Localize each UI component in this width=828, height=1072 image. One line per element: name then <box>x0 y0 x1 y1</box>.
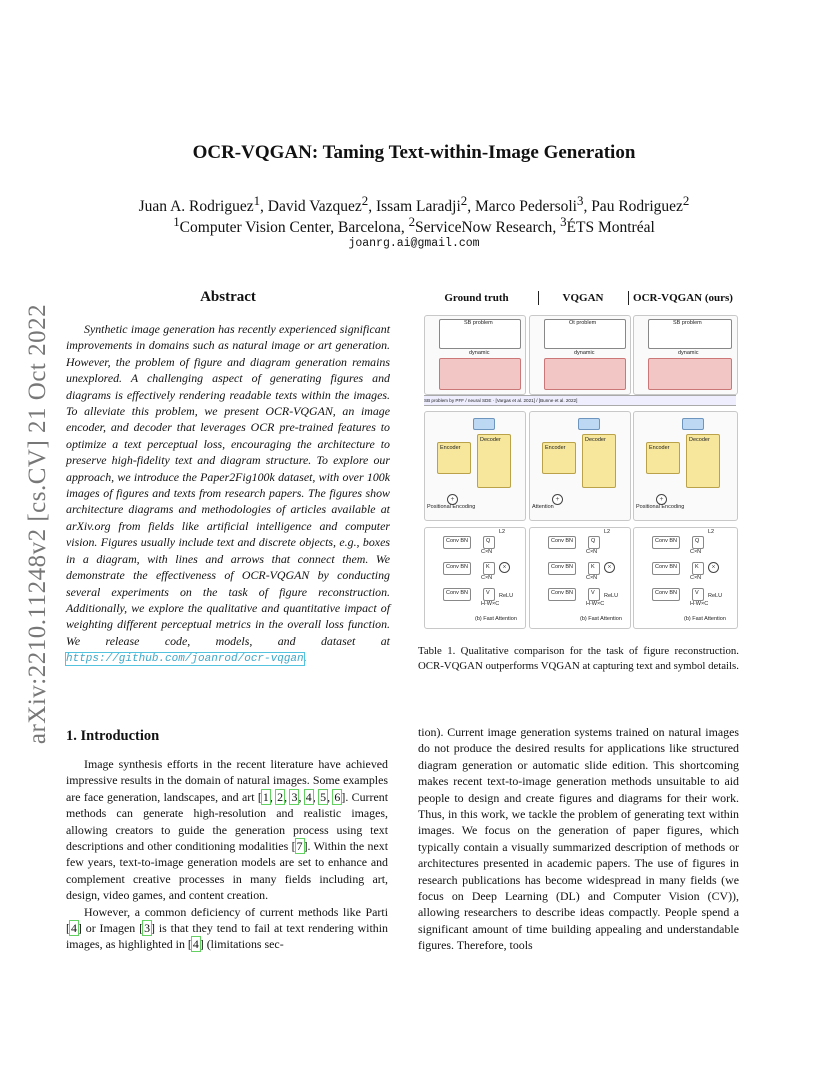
column-header-vqgan: VQGAN <box>562 292 604 304</box>
author: Marco Pedersoli <box>474 198 577 216</box>
highlight-box <box>544 358 626 390</box>
citation-link[interactable]: 3 <box>144 921 151 936</box>
citation-link[interactable]: 7 <box>296 839 303 854</box>
highlight-box <box>648 358 732 390</box>
citation-link[interactable]: 3 <box>291 789 298 804</box>
reference-strip: SB problem by PFF / neural SDE · [Vargas et al. 2021] / [Bunne et al. 2022] <box>424 395 736 406</box>
column-header-ground-truth: Ground truth <box>444 292 509 304</box>
intro-paragraph: tion). Current image generation systems trained on natural images do not produce the desired results for applications like structured diagram generation or automatic slide edition. This shortcoming makes recent text-to-image generation methods unsuitable to aid people to design and create figures and diagrams for their work. Thus, in this work, we tackle the problem of generating text within images. We focus on the generation of paper figures, which typically contain a visually summarized description of methods or architectures presented in academic papers. The use of figures in research publications has become widespread in many fields (we focus on Deep Learning (DL) and Computer Vision (CV)), allowing researchers to describe ideas compactly. People spend a significant amount of time building appealing and understandable figures. Therefore, tools <box>418 725 739 953</box>
table-caption <box>418 644 739 674</box>
vqgan-equation-panel: Ot problem dynamic <box>529 315 631 395</box>
vqgan-architecture-panel: Encoder Decoder + Attention <box>529 411 631 521</box>
intro-paragraph: Image synthesis efforts in the recent literature have achieved impressive results in the domain of natural images. Some examples are face generation, landscapes, and art [1, 2, 3, 4, 5, 6]. Current methods can generate high-resolution and realistic images, allowing creators to guide the generation process using text descriptions and other conditioning modalities [7]. Within the next few years, text-to-image generation models are set to enhance and complement creative processes in many fields including art, design, video games, and content creation. <box>66 757 389 903</box>
section-heading-introduction: 1. Introduction <box>66 728 160 744</box>
citation-link[interactable]: 5 <box>320 789 327 804</box>
column-divider <box>538 291 539 305</box>
author: David Vazquez <box>267 198 362 216</box>
caption-text: Qualitative comparison for the task of figure reconstruction. OCR-VQGAN outperforms VQGAN at capturing text and symbol details. <box>418 645 739 672</box>
author: Issam Laradji <box>375 198 461 216</box>
intro-column-right <box>418 724 739 954</box>
affiliation: ÉTS Montréal <box>566 219 655 237</box>
intro-paragraph: However, a common deficiency of current methods like Parti [4] or Imagen [3] is that they tend to fail at text rendering within images, as highlighted in [4] (limitations sec- <box>66 904 388 952</box>
affiliations: $^1$Computer Vision Center, Barcelona, $^2$ServiceNow Research, $^3$ÉTS Montréal <box>173 214 655 237</box>
comparison-figure <box>418 289 739 629</box>
affiliation: Computer Vision Center, Barcelona <box>179 219 401 237</box>
author: Pau Rodriguez <box>591 198 683 216</box>
vqgan-attention-panel: Conv BN Q C×N L2 Conv BN K C×N × Conv BN V H·W×C ReLU (b) Fast Attention <box>529 527 631 629</box>
abstract-body: Synthetic image generation has recently experienced significant improvements in domains such as natural image or art generation. However, the problem of figure and diagram generation remains unexplored. A challenging aspect of generating figures and diagrams is effectively rendering readable texts within the images. To alleviate this problem, we present OCR-VQGAN, an image encoder, and decoder that leverages OCR pre-trained features to optimize a text perceptual loss, encouraging the architecture to preserve high-fidelity text and diagram structure. To explore our approach, we introduce the Paper2Fig100k dataset, with over 100k images of figures and texts from research papers. The figures show architecture diagrams and methodologies of articles available at arXiv.org from fields like artificial intelligence and computer vision. Figures usually include text and discrete objects, e.g., boxes in a diagram, with lines and arrows that connect them. We demonstrate the effectiveness of OCR-VQGAN by conducting several experiments on the task of figure reconstruction. Additionally, we explore the qualitative and quantitative impact of weighting different perceptual metrics in the overall loss function. We release code, models, and dataset at https://github.com/joanrod/ocr-vqgan. <box>66 322 390 666</box>
column-divider <box>628 291 629 305</box>
intro-column-left <box>66 756 388 953</box>
affiliation: ServiceNow Research <box>415 219 553 237</box>
gt-equation-panel: SB problem dynamic <box>424 315 526 395</box>
paper-title: OCR-VQGAN: Taming Text-within-Image Generation <box>192 142 636 163</box>
citation-link[interactable]: 6 <box>334 789 341 804</box>
gt-attention-panel: Conv BN Q C×N L2 Conv BN K C×N × Conv BN V H·W×C ReLU (b) Fast Attention <box>424 527 526 629</box>
citation-link[interactable]: 4 <box>192 937 199 952</box>
author: Juan A. Rodriguez <box>138 198 254 216</box>
gt-architecture-panel: Encoder Decoder + Positional Encoding <box>424 411 526 521</box>
author-list: Juan A. Rodriguez$^1$, David Vazquez$^2$, Issam Laradji$^2$, Marco Pedersoli$^3$, Pau Rodriguez$^2$ <box>138 193 690 216</box>
author-email: joanrg.ai@gmail.com <box>348 237 480 250</box>
highlight-box <box>439 358 521 390</box>
citation-link[interactable]: 1 <box>262 789 269 804</box>
ocr-vqgan-equation-panel: SB problem dynamic <box>633 315 738 395</box>
caption-label: Table 1. <box>418 645 456 657</box>
ocr-vqgan-attention-panel: Conv BN Q C×N L2 Conv BN K C×N × Conv BN V H·W×C ReLU (b) Fast Attention <box>633 527 738 629</box>
arxiv-sidebar <box>24 287 52 762</box>
ocr-vqgan-architecture-panel: Encoder Decoder + Positional Encoding <box>633 411 738 521</box>
citation-link[interactable]: 4 <box>70 921 77 936</box>
citation-link[interactable]: 2 <box>277 789 284 804</box>
code-link[interactable]: https://github.com/joanrod/ocr-vqgan <box>66 653 304 666</box>
arxiv-id: arXiv:2210.11248v2 [cs.CV] 21 Oct 2022 <box>24 303 51 745</box>
citation-link[interactable]: 4 <box>305 789 312 804</box>
column-header-ocr-vqgan: OCR-VQGAN (ours) <box>633 292 733 304</box>
abstract-heading: Abstract <box>200 289 256 305</box>
